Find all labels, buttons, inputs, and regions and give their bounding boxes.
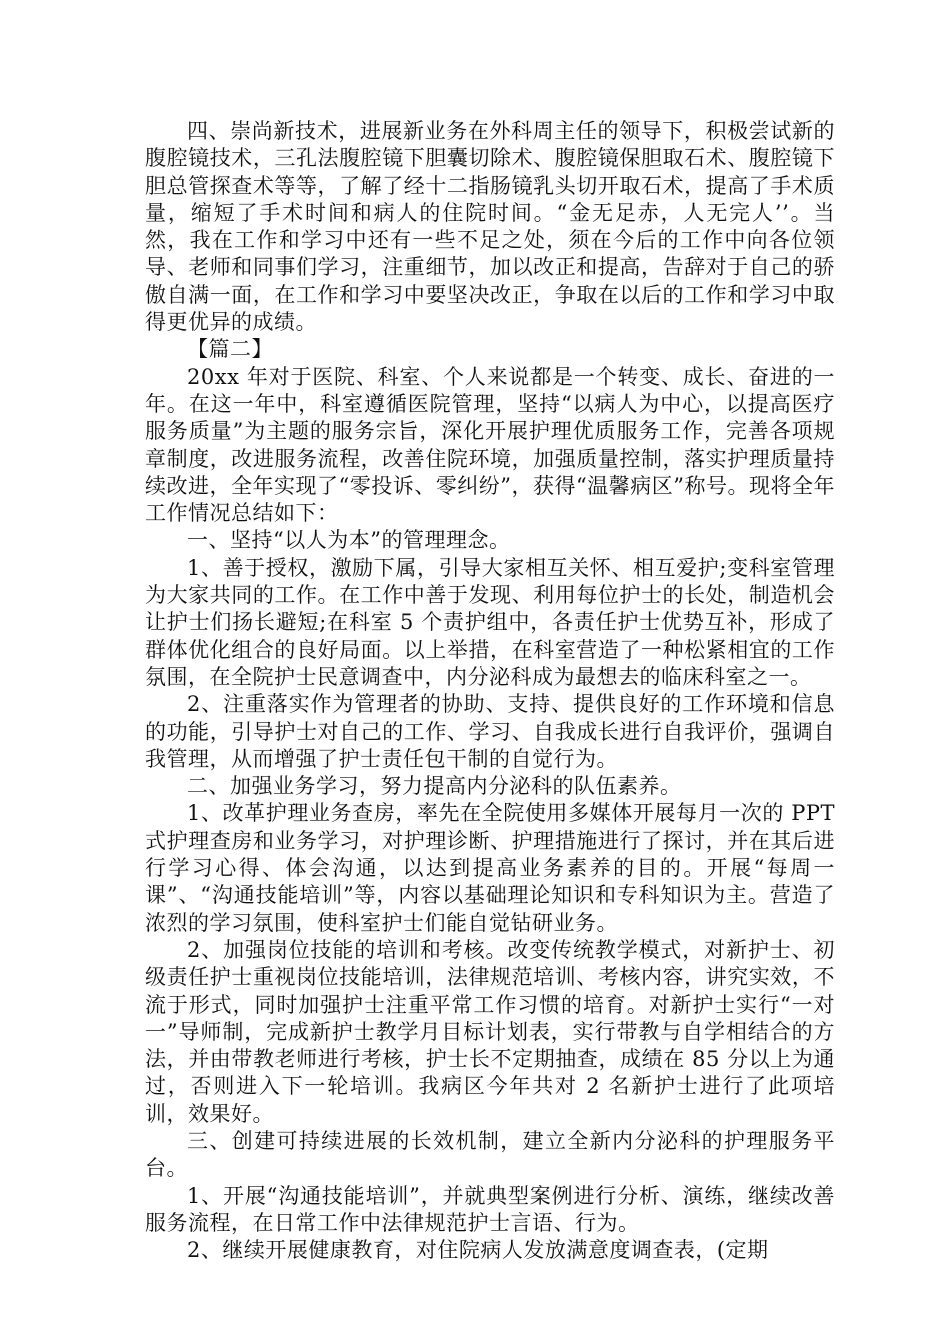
heading-people-oriented: 一、坚持“以人为本”的管理理念。 <box>187 528 511 553</box>
document-body <box>145 118 835 1264</box>
paragraph-annual-overview: 20xx 年对于医院、科室、个人来说都是一个转变、成长、奋进的一年。在这一年中，科室遵循医院管理，坚持“以病人为中心，以提高医疗服务质量”为主题的服务宗旨，深化开展护理优质服务工作，完善各项规章制度，改进服务流程，改善住院环境，加强质量控制，落实护理质量持续改进，全年实现了“零投诉、零纠纷”，获得“温馨病区”称号。现将全年工作情况总结如下： <box>145 364 835 526</box>
paragraph-delegation: 1、善于授权，激励下属，引导大家相互关怀、相互爱护;变科室管理为大家共同的工作。在工作中善于发现、利用每位护士的长处，制造机会让护士们扬长避短;在科室 5 个责护组中，各责任护士优势互补，形成了群体优化组合的良好局面。以上举措，在科室营造了一种松紧相宜的工作氛围，在全院护士民意调查中，内分泌科成为最想去的临床科室之一。 <box>145 555 835 689</box>
paragraph-communication-training: 1、开展“沟通技能培训”，并就典型案例进行分析、演练，继续改善服务流程，在日常工作中法律规范护士言语、行为。 <box>145 1183 835 1235</box>
heading-business-learning: 二、加强业务学习，努力提高内分泌科的队伍素养。 <box>187 774 682 799</box>
paragraph-management-support: 2、注重落实作为管理者的协助、支持、提供良好的工作环境和信息的功能，引导护士对自己的工作、学习、自我成长进行自我评价，强调自我管理，从而增强了护士责任包干制的自觉行为。 <box>145 692 835 771</box>
paragraph-skills-training: 2、加强岗位技能的培训和考核。改变传统教学模式，对新护士、初级责任护士重视岗位技能培训，法律规范培训、考核内容，讲究实效，不流于形式，同时加强护士注重平常工作习惯的培育。对新护士实行“一对一”导师制，完成新护士教学月目标计划表，实行带教与自学相结合的方法，并由带教老师进行考核，护士长不定期抽查，成绩在 85 分以上为通过，否则进入下一轮培训。我病区今年共对 2 名新护士进行了此项培训，效果好。 <box>145 937 835 1126</box>
heading-long-term-mechanism: 三、创建可持续进展的长效机制，建立全新内分泌科的护理服务平台。 <box>145 1128 835 1181</box>
paragraph-ward-rounds-reform: 1、改革护理业务查房，率先在全院使用多媒体开展每月一次的 PPT 式护理查房和业务学习，对护理诊断、护理措施进行了探讨，并在其后进行学习心得、体会沟通，以达到提高业务素养的目的。开展“每周一课”、“沟通技能培训”等，内容以基础理论知识和专科知识为主。营造了浓烈的学习氛围，使科室护士们能自觉钻研业务。 <box>145 801 835 935</box>
section-heading-part-two: 【篇二】 <box>187 337 273 362</box>
paragraph-new-technology: 四、崇尚新技术，进展新业务在外科周主任的领导下，积极尝试新的腹腔镜技术，三孔法腹腔镜下胆囊切除术、腹腔镜保胆取石术、腹腔镜下胆总管探查术等等，了解了经十二指肠镜乳头切开取石术，提高了手术质量，缩短了手术时间和病人的住院时间。“金无足赤，人无完人’’。当然，我在工作和学习中还有一些不足之处，须在今后的工作中向各位领导、老师和同事们学习，注重细节，加以改正和提高，告辞对于自己的骄傲自满一面，在工作和学习中要坚决改正，争取在以后的工作和学习中取得更优异的成绩。 <box>145 119 835 335</box>
paragraph-health-education: 2、继续开展健康教育，对住院病人发放满意度调查表，(定期 <box>187 1238 769 1263</box>
